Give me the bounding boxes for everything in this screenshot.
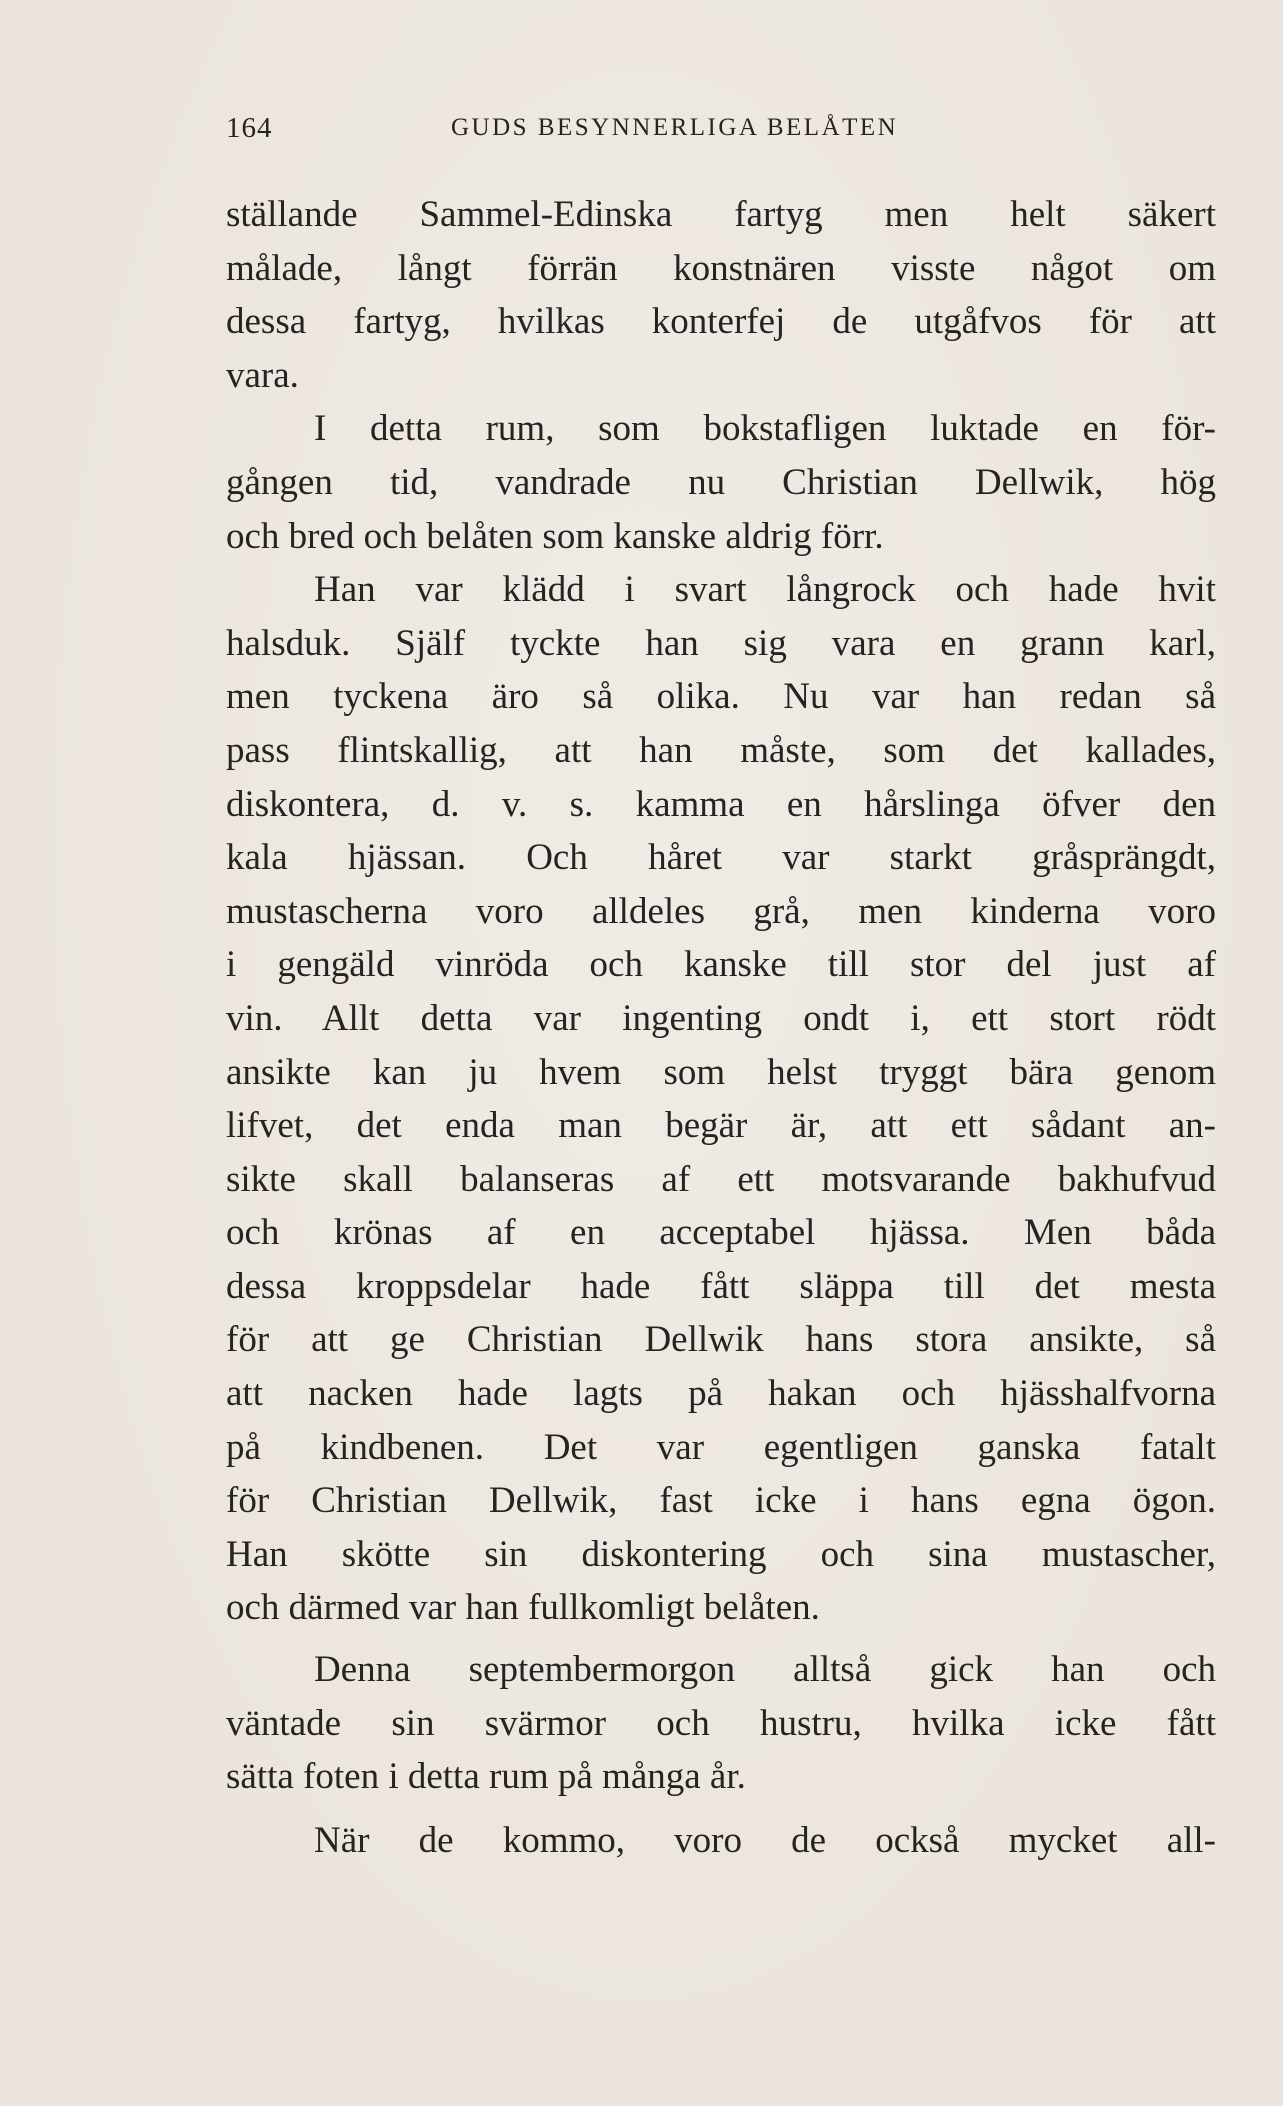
text-line: pass flintskallig, att han måste, som det kallades, — [226, 729, 1216, 771]
text-line: mustascherna voro alldeles grå, men kinderna voro — [226, 890, 1216, 932]
text-line: sätta foten i detta rum på många år. — [226, 1756, 746, 1798]
text-line: ställande Sammel-Edinska fartyg men helt säkert — [226, 194, 1216, 235]
text-line: på kindbenen. Det var egentligen ganska fatalt — [226, 1426, 1216, 1468]
text-line: Han skötte sin diskontering och sina mustascher, — [226, 1533, 1216, 1575]
page-header — [226, 112, 1056, 152]
text-line: ansikte kan ju hvem som helst tryggt bära genom — [226, 1051, 1216, 1093]
page-number: 164 — [226, 112, 273, 144]
text-line: dessa kroppsdelar hade fått släppa till det mesta — [226, 1265, 1216, 1307]
text-line: men tyckena äro så olika. Nu var han redan så — [226, 676, 1216, 718]
text-line: och därmed var han fullkomligt belåten. — [226, 1587, 820, 1629]
text-line: kala hjässan. Och håret var starkt gråsprängdt, — [226, 837, 1216, 879]
paragraph-start-line: Denna septembermorgon alltså gick han och — [314, 1649, 1216, 1691]
text-line: halsduk. Själf tyckte han sig vara en grann karl, — [226, 622, 1216, 664]
text-line: att nacken hade lagts på hakan och hjässhalfvorna — [226, 1373, 1216, 1415]
text-line: och bred och belåten som kanske aldrig förr. — [226, 515, 884, 557]
text-line: gången tid, vandrade nu Christian Dellwik, hög — [226, 461, 1216, 503]
text-line: målade, långt förrän konstnären visste något om — [226, 247, 1216, 289]
text-line: och krönas af en acceptabel hjässa. Men båda — [226, 1212, 1216, 1254]
text-line: vin. Allt detta var ingenting ondt i, ett stort rödt — [226, 997, 1216, 1039]
text-line: väntade sin svärmor och hustru, hvilka icke fått — [226, 1702, 1216, 1744]
text-line: sikte skall balanseras af ett motsvarande bakhufvud — [226, 1158, 1216, 1200]
running-head: GUDS BESYNNERLIGA BELÅTEN — [451, 114, 899, 141]
text-line: dessa fartyg, hvilkas konterfej de utgåfvos för att — [226, 301, 1216, 343]
text-line: diskontera, d. v. s. kamma en hårslinga öfver den — [226, 783, 1216, 825]
paragraph-start-line: När de kommo, voro de också mycket all- — [314, 1819, 1216, 1861]
body-text — [226, 188, 1216, 1867]
text-line: för Christian Dellwik, fast icke i hans egna ögon. — [226, 1480, 1216, 1522]
paragraph-start-line: I detta rum, som bokstafligen luktade en för- — [314, 408, 1216, 450]
paragraph-start-line: Han var klädd i svart långrock och hade hvit — [314, 569, 1216, 611]
text-line: lifvet, det enda man begär är, att ett sådant an- — [226, 1105, 1216, 1147]
text-line: för att ge Christian Dellwik hans stora ansikte, så — [226, 1319, 1216, 1361]
text-line: i gengäld vinröda och kanske till stor del just af — [226, 944, 1216, 986]
text-line: vara. — [226, 354, 299, 396]
